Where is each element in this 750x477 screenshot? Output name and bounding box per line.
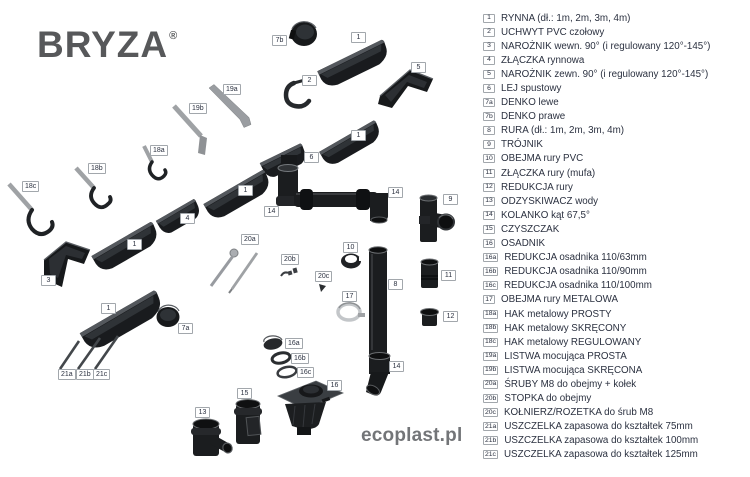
legend-item-label: USZCZELKA zapasowa do kształtek 75mm [504, 421, 693, 433]
part-number-label-1: 1 [351, 130, 366, 141]
legend-number-badge: 10 [483, 154, 495, 163]
legend-number-badge: 4 [483, 56, 495, 65]
legend-number-badge: 2 [483, 28, 495, 37]
part-reducer-16a [263, 336, 284, 351]
legend-item-label: NAROŻNIK wewn. 90° (i regulowany 120°-145°) [501, 40, 711, 52]
legend-number-badge: 18a [485, 310, 497, 318]
legend-item-17 [483, 293, 747, 307]
part-number-label-21b: 21b [76, 369, 94, 380]
part-number-label-21a: 21a [58, 369, 76, 380]
legend-item-16a [483, 251, 747, 265]
legend-item-label: UCHWYT PVC czołowy [501, 26, 605, 38]
legend-number-badge: 20a [485, 380, 497, 388]
legend-item-label: ŚRUBY M8 do obejmy + kołek [504, 378, 637, 390]
legend-item-8 [483, 124, 747, 138]
legend-number-badge: 20b [485, 394, 497, 402]
part-cleanout-15 [234, 400, 262, 445]
legend-item-label: REDUKCJA rury [501, 181, 573, 193]
legend-number-badge: 16b [485, 267, 497, 275]
legend-item-label: RURA (dł.: 1m, 2m, 3m, 4m) [501, 125, 625, 137]
parts-legend [483, 11, 747, 462]
legend-item-18a [483, 307, 747, 321]
part-number-label-16: 16 [327, 380, 342, 391]
legend-number-badge: 17 [483, 295, 495, 304]
legend-item-20b [483, 392, 747, 406]
legend-number-badge: 18c [485, 338, 496, 346]
legend-number-badge: 16c [485, 281, 496, 289]
part-number-label-1: 1 [238, 185, 253, 196]
part-number-label-7b: 7b [272, 35, 287, 46]
part-number-label-9: 9 [443, 194, 458, 205]
part-number-label-2: 2 [302, 75, 317, 86]
part-number-label-11: 11 [441, 270, 456, 281]
legend-item-label: RYNNA (dł.: 1m, 2m, 3m, 4m) [501, 12, 631, 24]
legend-item-label: NAROŻNIK zewn. 90° (i regulowany 120°-145°) [501, 68, 709, 80]
legend-number-badge: 15 [483, 225, 495, 234]
part-rosette-20c [319, 284, 326, 292]
part-number-label-20b: 20b [281, 254, 299, 265]
legend-number-badge: 19a [485, 352, 497, 360]
legend-item-label: REDUKCJA osadnika 110/63mm [504, 252, 647, 264]
legend-item-16c [483, 279, 747, 293]
legend-item-label: HAK metalowy REGULOWANY [503, 336, 642, 348]
part-number-label-20a: 20a [241, 234, 259, 245]
part-number-label-1: 1 [351, 32, 366, 43]
legend-number-badge: 19b [485, 366, 497, 374]
legend-item-label: OBEJMA rury METALOWA [501, 294, 619, 306]
legend-item-label: KOŁNIERZ/ROZETKA do śrub M8 [503, 407, 654, 419]
legend-number-badge: 5 [483, 70, 495, 79]
part-gutter-1-bottom [80, 290, 167, 354]
legend-item-1 [483, 11, 747, 25]
legend-item-label: REDUKCJA osadnika 110/100mm [503, 280, 652, 292]
part-elbow-14-bottom [365, 353, 390, 397]
legend-item-21c [483, 448, 747, 462]
part-gutter-1-mid [319, 120, 384, 168]
legend-item-label: LISTWA mocująca PROSTA [504, 350, 627, 362]
legend-item-7b [483, 110, 747, 124]
legend-item-label: LEJ spustowy [501, 83, 562, 95]
legend-item-13 [483, 194, 747, 208]
part-foot-20b [281, 268, 298, 276]
part-number-label-14: 14 [389, 361, 404, 372]
part-number-label-1: 1 [127, 239, 142, 250]
legend-item-14 [483, 208, 747, 222]
legend-item-18c [483, 335, 747, 349]
legend-item-label: ZŁĄCZKA rynnowa [501, 54, 585, 66]
legend-item-label: KOLANKO kąt 67,5° [501, 209, 590, 221]
part-number-label-18b: 18b [88, 163, 106, 174]
legend-number-badge: 1 [483, 14, 495, 23]
legend-item-18b [483, 321, 747, 335]
legend-number-badge: 7a [483, 98, 495, 107]
legend-item-7a [483, 96, 747, 110]
legend-item-19a [483, 349, 747, 363]
legend-item-label: HAK metalowy SKRĘCONY [504, 322, 627, 334]
legend-item-6 [483, 81, 747, 95]
legend-item-16b [483, 265, 747, 279]
part-number-label-15: 15 [237, 388, 252, 399]
part-number-label-7a: 7a [178, 323, 193, 334]
legend-item-21a [483, 420, 747, 434]
legend-number-badge: 16 [483, 239, 495, 248]
legend-number-badge: 7b [483, 112, 495, 121]
legend-item-label: HAK metalowy PROSTY [504, 308, 612, 320]
part-elbow-14-right [370, 193, 388, 223]
legend-item-label: LISTWA mocująca SKRĘCONA [504, 364, 643, 376]
legend-number-badge: 21b [485, 436, 497, 444]
legend-item-label: DENKO lewe [501, 97, 559, 109]
website-text: ecoplast.pl [361, 425, 463, 446]
legend-item-label: OSADNIK [501, 238, 546, 250]
part-number-label-14: 14 [264, 206, 279, 217]
part-number-label-12: 12 [443, 311, 458, 322]
part-pvc-clamp-10 [341, 254, 363, 269]
legend-number-badge: 8 [483, 126, 495, 135]
legend-item-4 [483, 53, 747, 67]
part-outer-corner-5 [378, 70, 433, 108]
legend-number-badge: 3 [483, 42, 495, 51]
legend-item-11 [483, 166, 747, 180]
legend-item-label: REDUKCJA osadnika 110/90mm [504, 266, 647, 278]
legend-item-label: CZYSZCZAK [501, 223, 560, 235]
part-number-label-13: 13 [195, 407, 210, 418]
brand-logo-text: BRYZA [37, 24, 169, 65]
part-reducer-12 [421, 309, 439, 327]
legend-item-20c [483, 406, 747, 420]
part-number-label-19b: 19b [189, 103, 207, 114]
legend-item-label: USZCZELKA zapasowa do kształtek 125mm [503, 449, 698, 461]
part-number-label-17: 17 [342, 291, 357, 302]
legend-item-5 [483, 67, 747, 81]
legend-number-badge: 12 [483, 183, 495, 192]
part-number-label-16a: 16a [285, 338, 303, 349]
part-number-label-16b: 16b [291, 353, 309, 364]
part-number-label-6: 6 [304, 152, 319, 163]
legend-number-badge: 20c [485, 408, 496, 416]
part-number-label-5: 5 [411, 62, 426, 73]
legend-item-16 [483, 237, 747, 251]
part-metal-clamp-17 [338, 303, 365, 320]
part-number-label-3: 3 [41, 275, 56, 286]
legend-item-21b [483, 434, 747, 448]
legend-number-badge: 21c [485, 450, 496, 458]
part-pipe-8 [369, 247, 387, 356]
part-number-label-8: 8 [388, 279, 403, 290]
part-pipe-horizontal [294, 189, 378, 210]
legend-item-12 [483, 180, 747, 194]
legend-number-badge: 9 [483, 140, 495, 149]
legend-item-19b [483, 363, 747, 377]
part-number-label-4: 4 [180, 213, 195, 224]
part-reducer-16b [271, 351, 291, 365]
legend-item-label: USZCZELKA zapasowa do kształtek 100mm [504, 435, 699, 447]
part-endcap-right-7b [289, 22, 317, 46]
legend-item-label: DENKO prawe [501, 111, 566, 123]
legend-number-badge: 16a [485, 253, 497, 261]
legend-number-badge: 21a [485, 422, 497, 430]
legend-item-9 [483, 138, 747, 152]
legend-item-label: OBEJMA rury PVC [501, 153, 584, 165]
legend-item-15 [483, 222, 747, 236]
part-number-label-21c: 21c [93, 369, 110, 380]
part-number-label-16c: 16c [297, 367, 314, 378]
part-number-label-10: 10 [343, 242, 358, 253]
registered-mark: ® [169, 30, 179, 42]
part-number-label-18a: 18a [150, 145, 168, 156]
part-water-collector-13 [191, 419, 234, 456]
part-coupler-11 [421, 259, 438, 288]
legend-item-label: ZŁĄCZKA rury (mufa) [501, 167, 596, 179]
legend-item-label: STOPKA do obejmy [504, 393, 592, 405]
legend-number-badge: 13 [483, 197, 495, 206]
part-number-label-19a: 19a [223, 84, 241, 95]
legend-item-10 [483, 152, 747, 166]
legend-number-badge: 18b [485, 324, 497, 332]
part-screws-20a [211, 249, 257, 293]
legend-number-badge: 11 [483, 169, 495, 178]
legend-item-2 [483, 25, 747, 39]
legend-item-label: ODZYSKIWACZ wody [501, 195, 599, 207]
part-number-label-20c: 20c [315, 271, 332, 282]
part-number-label-1: 1 [101, 303, 116, 314]
part-number-label-18c: 18c [22, 181, 39, 192]
legend-number-badge: 14 [483, 211, 495, 220]
part-reducer-16c [277, 365, 298, 379]
legend-item-label: TRÓJNIK [501, 139, 543, 151]
legend-item-3 [483, 39, 747, 53]
part-number-label-14: 14 [388, 187, 403, 198]
legend-number-badge: 6 [483, 84, 495, 93]
legend-item-20a [483, 377, 747, 391]
part-gutter-1-top [317, 39, 392, 90]
part-endcap-left-7a [157, 305, 180, 327]
